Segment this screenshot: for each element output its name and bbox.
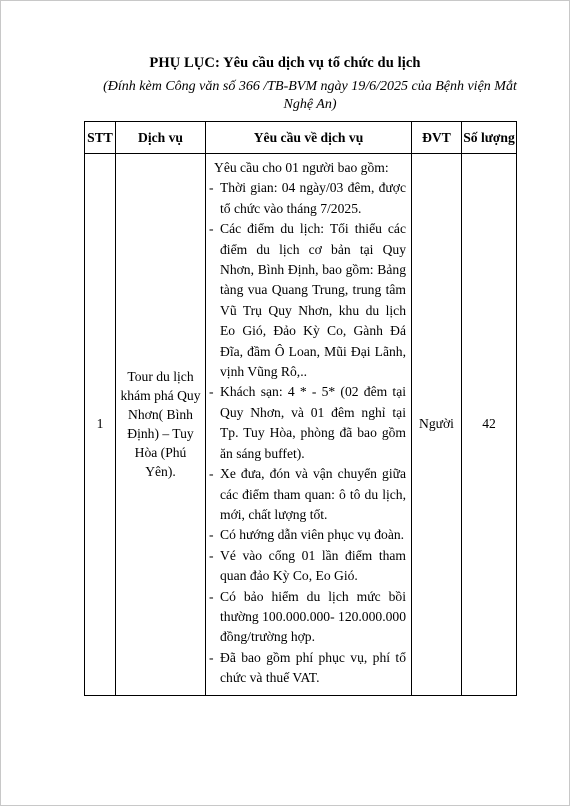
requirement-item: - Thời gian: 04 ngày/03 đêm, được tổ chức vào tháng 7/2025. <box>209 180 406 216</box>
header-requirements: Yêu cầu về dịch vụ <box>206 122 412 154</box>
cell-unit: Người <box>412 154 462 696</box>
table-header-row <box>85 122 517 154</box>
cell-service: Tour du lịch khám phá Quy Nhơn( Bình Định) – Tuy Hòa (Phú Yên). <box>116 154 206 696</box>
header-stt: STT <box>85 122 116 154</box>
header-quantity: Số lượng <box>462 122 517 154</box>
requirement-item: - Đã bao gồm phí phục vụ, phí tổ chức và thuế VAT. <box>209 649 406 686</box>
requirement-item: - Có hướng dẫn viên phục vụ đoàn. <box>209 527 405 543</box>
page-subtitle: (Đính kèm Công văn số 366 /TB-BVM ngày 19/6/2025 của Bệnh viện Mắt Nghệ An) <box>103 79 517 112</box>
requirement-item: - Xe đưa, đón và vận chuyển giữa các điểm tham quan: ô tô du lịch, mới, chất lượng tốt. <box>209 466 406 522</box>
cell-quantity: 42 <box>462 154 517 696</box>
requirement-item: - Có bảo hiểm du lịch mức bồi thường 100.000.000- 120.000.000 đồng/trường hợp. <box>209 588 406 645</box>
header-service: Dịch vụ <box>116 122 206 154</box>
requirement-item: - Vé vào cổng 01 lần điểm tham quan đảo Kỳ Co, Eo Gió. <box>209 547 406 584</box>
header-unit: ĐVT <box>412 122 462 154</box>
service-table <box>84 121 517 696</box>
requirement-item: - Các điểm du lịch: Tối thiểu các điểm du lịch cơ bản tại Quy Nhơn, Bình Định, bao gồm: Bảng tàng vua Quang Trung, trung tâm Vũ Trụ Quy Nhơn, khu du lịch Eo Gió, Đảo Kỳ Co, Gành Đá Đĩa, đầm Ô Loan, Mũi Đại Lãnh, vịnh Vũng Rô,.. <box>209 221 406 380</box>
page-title: PHỤ LỤC: Yêu cầu dịch vụ tổ chức du lịch <box>149 55 421 71</box>
requirements-intro: Yêu cầu cho 01 người bao gồm: <box>214 160 389 175</box>
cell-requirements <box>206 154 412 696</box>
table-row <box>85 154 517 696</box>
cell-stt: 1 <box>85 154 116 696</box>
requirement-item: - Khách sạn: 4 * - 5* (02 đêm tại Quy Nhơn, và 01 đêm nghỉ tại Tp. Tuy Hòa, phòng đã bao gồm ăn sáng buffet). <box>209 384 406 461</box>
